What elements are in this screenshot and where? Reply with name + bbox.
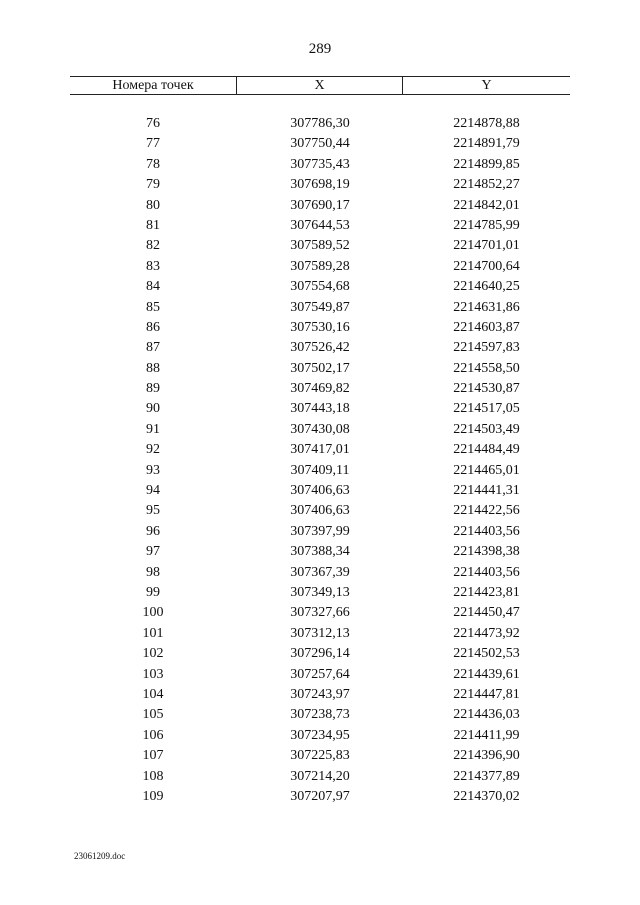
table-row (70, 767, 570, 787)
y-coordinate-cell: 2214700,64 (453, 258, 520, 274)
table-row (70, 196, 570, 216)
y-coordinate-cell: 2214517,05 (453, 401, 520, 417)
table-row (70, 236, 570, 256)
point-number-cell: 105 (142, 707, 164, 723)
y-coordinate-cell: 2214891,79 (453, 136, 520, 152)
y-coordinate-cell: 2214465,01 (453, 462, 520, 478)
table-row (70, 461, 570, 481)
x-coordinate-cell: 307589,52 (290, 238, 350, 254)
y-coordinate-cell: 2214403,56 (453, 523, 520, 539)
table-row (70, 563, 570, 583)
y-coordinate-cell: 2214640,25 (453, 279, 520, 295)
point-number-cell: 108 (142, 768, 164, 784)
y-coordinate-cell: 2214484,49 (453, 442, 520, 458)
y-coordinate-cell: 2214842,01 (453, 197, 520, 213)
y-coordinate-cell: 2214558,50 (453, 360, 520, 376)
footer-filename: 23061209.doc (74, 851, 126, 861)
point-number-cell: 103 (142, 666, 164, 682)
table-row (70, 216, 570, 236)
y-coordinate-cell: 2214377,89 (453, 768, 520, 784)
header-x: X (237, 77, 403, 94)
x-coordinate-cell: 307243,97 (290, 686, 350, 702)
point-number-cell: 86 (146, 319, 160, 335)
point-number-cell: 101 (142, 625, 164, 641)
x-coordinate-cell: 307257,64 (290, 666, 350, 682)
table-row (70, 787, 570, 807)
table-row (70, 175, 570, 195)
y-coordinate-cell: 2214396,90 (453, 748, 520, 764)
y-coordinate-cell: 2214423,81 (453, 584, 520, 600)
y-coordinate-cell: 2214439,61 (453, 666, 520, 682)
y-coordinate-cell: 2214701,01 (453, 238, 520, 254)
x-coordinate-cell: 307327,66 (290, 605, 350, 621)
point-number-cell: 93 (146, 462, 160, 478)
table-row (70, 624, 570, 644)
x-coordinate-cell: 307786,30 (290, 116, 350, 131)
point-number-cell: 102 (142, 646, 164, 662)
table-row (70, 379, 570, 399)
point-number-cell: 79 (146, 177, 160, 193)
y-coordinate-cell: 2214852,27 (453, 177, 520, 193)
x-coordinate-cell: 307234,95 (290, 727, 350, 743)
point-number-cell: 77 (146, 136, 160, 152)
table-row (70, 399, 570, 419)
x-coordinate-cell: 307644,53 (290, 217, 350, 233)
table-header-row (70, 76, 570, 95)
y-coordinate-cell: 2214447,81 (453, 686, 520, 702)
x-coordinate-cell: 307409,11 (290, 462, 350, 478)
y-coordinate-cell: 2214603,87 (453, 319, 520, 335)
y-coordinate-cell: 2214631,86 (453, 299, 520, 315)
page-number: 289 (308, 41, 332, 57)
table-row (70, 277, 570, 297)
point-number-cell: 90 (146, 401, 160, 417)
x-coordinate-cell: 307554,68 (290, 279, 350, 295)
table-row (70, 685, 570, 705)
point-number-cell: 97 (146, 544, 160, 560)
point-number-cell: 91 (146, 421, 160, 437)
y-coordinate-cell: 2214530,87 (453, 381, 520, 397)
point-number-cell: 83 (146, 258, 160, 274)
x-coordinate-cell: 307207,97 (290, 788, 350, 804)
point-number-cell: 81 (146, 217, 160, 233)
table-row (70, 114, 570, 134)
x-coordinate-cell: 307225,83 (290, 748, 350, 764)
table-row (70, 257, 570, 277)
table-row (70, 298, 570, 318)
point-number-cell: 76 (146, 116, 160, 131)
table-row (70, 359, 570, 379)
y-coordinate-cell: 2214441,31 (453, 483, 520, 499)
y-coordinate-cell: 2214502,53 (453, 646, 520, 662)
x-coordinate-cell: 307430,08 (290, 421, 350, 437)
table-row (70, 746, 570, 766)
table-row (70, 155, 570, 175)
table-row (70, 134, 570, 154)
point-number-cell: 106 (142, 727, 164, 743)
x-coordinate-cell: 307312,13 (290, 625, 350, 641)
x-coordinate-cell: 307735,43 (290, 156, 350, 172)
x-coordinate-cell: 307549,87 (290, 299, 350, 315)
point-number-cell: 104 (142, 686, 164, 702)
x-coordinate-cell: 307589,28 (290, 258, 350, 274)
table-row (70, 665, 570, 685)
y-coordinate-cell: 2214503,49 (453, 421, 520, 437)
x-coordinate-cell: 307388,34 (290, 544, 350, 560)
y-coordinate-cell: 2214597,83 (453, 340, 520, 356)
x-coordinate-cell: 307367,39 (290, 564, 350, 580)
table-row (70, 583, 570, 603)
y-coordinate-cell: 2214899,85 (453, 156, 520, 172)
coordinates-table (70, 76, 570, 807)
point-number-cell: 85 (146, 299, 160, 315)
point-number-cell: 80 (146, 197, 160, 213)
point-number-cell: 100 (142, 605, 164, 621)
point-number-cell: 95 (146, 503, 160, 519)
x-coordinate-cell: 307690,17 (290, 197, 350, 213)
y-coordinate-cell: 2214450,47 (453, 605, 520, 621)
y-coordinate-cell: 2214422,56 (453, 503, 520, 519)
x-coordinate-cell: 307698,19 (290, 177, 350, 193)
table-row (70, 603, 570, 623)
x-coordinate-cell: 307530,16 (290, 319, 350, 335)
point-number-cell: 88 (146, 360, 160, 376)
point-number-cell: 94 (146, 483, 160, 499)
y-coordinate-cell: 2214436,03 (453, 707, 520, 723)
x-coordinate-cell: 307349,13 (290, 584, 350, 600)
x-coordinate-cell: 307238,73 (290, 707, 350, 723)
x-coordinate-cell: 307397,99 (290, 523, 350, 539)
y-coordinate-cell: 2214785,99 (453, 217, 520, 233)
x-coordinate-cell: 307214,20 (290, 768, 350, 784)
header-y: Y (481, 78, 492, 93)
y-coordinate-cell: 2214878,88 (453, 116, 520, 131)
x-coordinate-cell: 307750,44 (290, 136, 350, 152)
point-number-cell: 78 (146, 156, 160, 172)
table-row (70, 542, 570, 562)
point-number-cell: 109 (142, 788, 164, 804)
table-row (70, 705, 570, 725)
y-coordinate-cell: 2214403,56 (453, 564, 520, 580)
point-number-cell: 92 (146, 442, 160, 458)
x-coordinate-cell: 307296,14 (290, 646, 350, 662)
x-coordinate-cell: 307406,63 (290, 483, 350, 499)
table-row (70, 644, 570, 664)
x-coordinate-cell: 307469,82 (290, 381, 350, 397)
header-point-numbers: Номера точек (70, 77, 237, 94)
table-row (70, 481, 570, 501)
table-row (70, 338, 570, 358)
x-coordinate-cell: 307502,17 (290, 360, 350, 376)
table-row (70, 726, 570, 746)
x-coordinate-cell: 307443,18 (290, 401, 350, 417)
point-number-cell: 87 (146, 340, 160, 356)
table-body (70, 114, 570, 807)
point-number-cell: 84 (146, 279, 160, 295)
point-number-cell: 96 (146, 523, 160, 539)
table-row (70, 522, 570, 542)
point-number-cell: 98 (146, 564, 160, 580)
table-row (70, 501, 570, 521)
table-row (70, 420, 570, 440)
table-row (70, 440, 570, 460)
point-number-cell: 82 (146, 238, 160, 254)
y-coordinate-cell: 2214473,92 (453, 625, 520, 641)
x-coordinate-cell: 307417,01 (290, 442, 350, 458)
point-number-cell: 99 (146, 584, 160, 600)
y-coordinate-cell: 2214370,02 (453, 788, 520, 804)
point-number-cell: 107 (142, 748, 164, 764)
x-coordinate-cell: 307526,42 (290, 340, 350, 356)
y-coordinate-cell: 2214398,38 (453, 544, 520, 560)
x-coordinate-cell: 307406,63 (290, 503, 350, 519)
y-coordinate-cell: 2214411,99 (453, 727, 520, 743)
point-number-cell: 89 (146, 381, 160, 397)
table-row (70, 318, 570, 338)
